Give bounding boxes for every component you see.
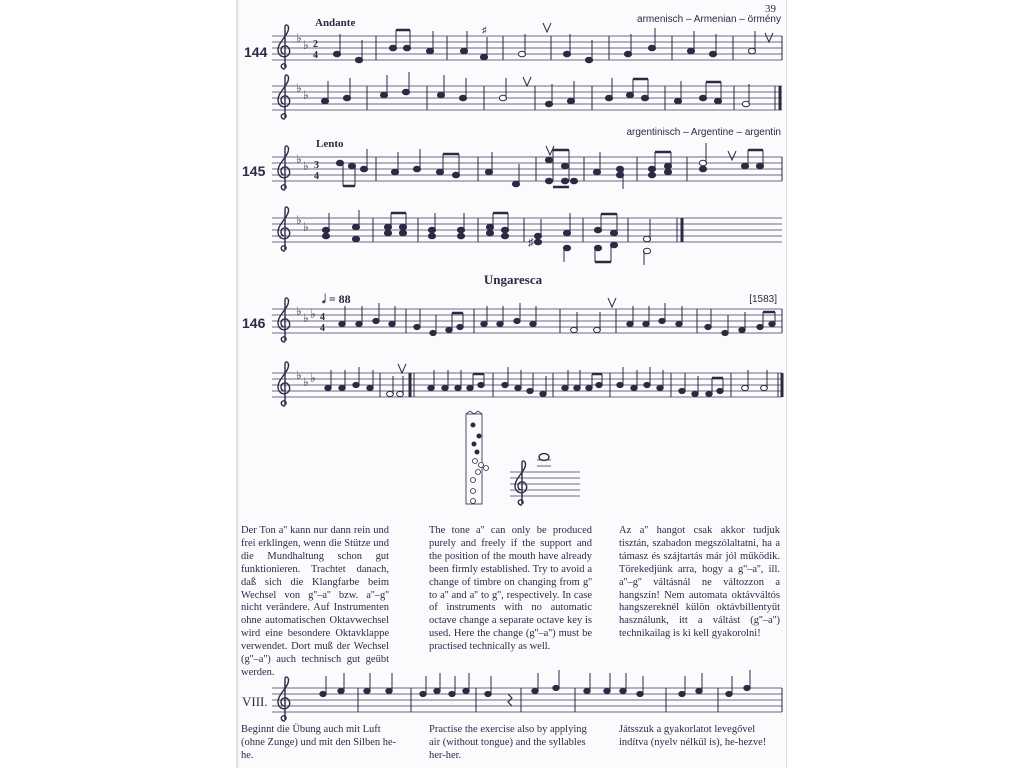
- svg-text:♭: ♭: [296, 31, 302, 45]
- piece-title: Ungaresca: [483, 272, 543, 287]
- page-number: 39: [765, 3, 776, 15]
- svg-text:♭: ♭: [296, 81, 302, 95]
- svg-text:♭: ♭: [303, 220, 309, 234]
- note-staff-a: [510, 454, 580, 505]
- exercise-number: VIII.: [242, 694, 268, 709]
- staff-145-line1: [272, 143, 782, 190]
- svg-text:4: 4: [320, 312, 325, 323]
- origin-label: armenisch – Armenian – örmény: [637, 14, 781, 25]
- svg-text:♭: ♭: [310, 371, 316, 385]
- svg-text:♭: ♭: [296, 304, 302, 318]
- svg-text:♭: ♭: [303, 38, 309, 52]
- svg-text:♭: ♭: [303, 311, 309, 325]
- tempo-marking: Andante: [315, 17, 356, 29]
- svg-text:4: 4: [314, 171, 319, 182]
- staff-146-line2: [272, 362, 782, 406]
- instruction-english: Practise the exercise also by applying air (without tongue) and the syllables her-her.: [429, 724, 587, 761]
- text-english: The tone a'' can only be produced purely and freely if the support and the position of the mouth have already been firmly established. Try to avoid a change of timbre on changing from g'' to a'' and a'' to g'', respectively. In case of instruments with no automatic octave change a separate octave key is used. Here the change (g''–a'') must be practised technically as well.: [429, 525, 592, 653]
- svg-text:♭: ♭: [303, 375, 309, 389]
- svg-text:2: 2: [313, 39, 318, 50]
- svg-text:♭: ♭: [296, 152, 302, 166]
- svg-text:♭: ♭: [303, 88, 309, 102]
- svg-text:♭: ♭: [296, 213, 302, 227]
- svg-text:♭: ♭: [303, 159, 309, 173]
- metronome-marking: 𝅗𝅥 = 88: [322, 292, 351, 306]
- svg-text:♯: ♯: [482, 25, 487, 35]
- example-number: 146: [242, 315, 266, 331]
- svg-text:3: 3: [314, 160, 319, 171]
- svg-text:♭: ♭: [310, 307, 316, 321]
- staff-145-line2: [272, 207, 782, 265]
- tempo-marking: Lento: [316, 138, 344, 150]
- svg-text:4: 4: [320, 323, 325, 334]
- example-number: 144: [244, 44, 268, 60]
- instruction-hungarian: Játsszuk a gyakorlatot levegővel indítva (nyelv nélkül is), he-hezve!: [619, 724, 767, 748]
- origin-label: argentinisch – Argentine – argentin: [626, 127, 781, 138]
- year-label: [1583]: [749, 294, 777, 305]
- svg-text:4: 4: [313, 50, 318, 61]
- staff-144-line2: [272, 72, 782, 119]
- text-hungarian: Az a'' hangot csak akkor tudjuk tisztán, szabadon megszólaltatni, ha a támasz és szájtartás már jól működik. Törekedjünk arra, hogy a g''–a'', ill. a''–g'' váltásnál ne változzon a hangszín! Nem automata oktávváltós hangszereknél külön oktávbillentyűt használunk, itt a váltást (g''–a'') technikailag is ki kell gyakorolni!: [619, 525, 780, 640]
- fingering-chart: [466, 411, 489, 504]
- instruction-german: Beginnt die Übung auch mit Luft (ohne Zunge) und mit den Silben he-he.: [241, 724, 397, 761]
- staff-144-line1: [272, 23, 782, 69]
- svg-text:♯: ♯: [528, 237, 534, 249]
- example-number: 145: [242, 163, 266, 179]
- svg-text:♭: ♭: [296, 368, 302, 382]
- text-german: Der Ton a'' kann nur dann rein und frei erklingen, wenn die Stütze und die Mundhaltung schon gut funktionieren. Trachtet danach, daß sich die Klangfarbe beim Wechsel von g''–a'' bzw. a''–g'' nicht verändere. Auf Instrumenten ohne automatischen Oktavwechsel wird eine besondere Oktavklappe verwendet. Dort muß der Wechsel (g''–a'') auch technisch gut geübt werden.: [241, 525, 389, 678]
